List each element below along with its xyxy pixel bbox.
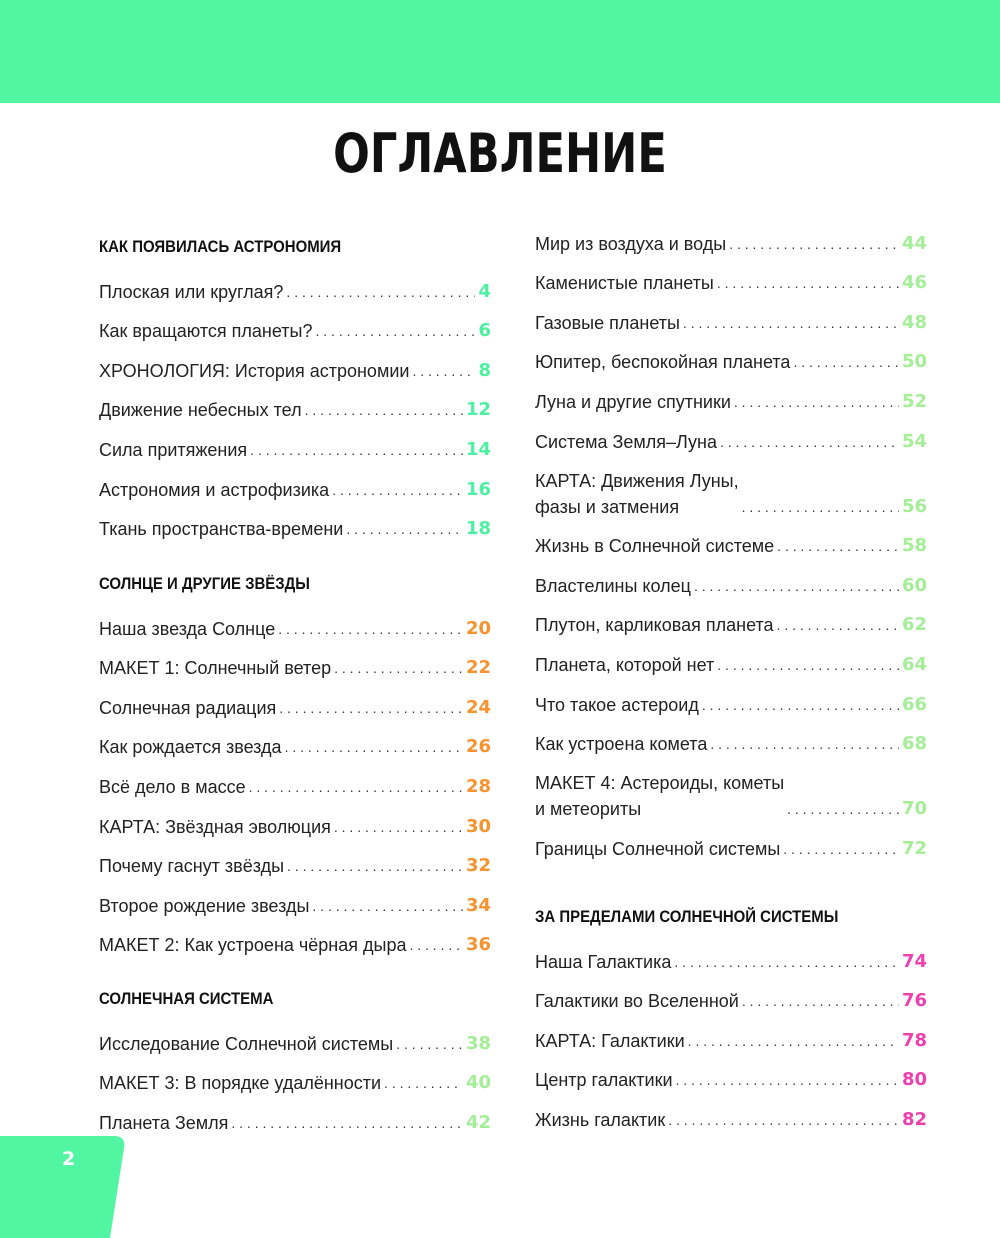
- dot-leader: [793, 349, 899, 382]
- dot-leader: [396, 1031, 463, 1064]
- toc-entry[interactable]: [99, 351, 491, 391]
- toc-entry[interactable]: [99, 312, 491, 352]
- toc-entry[interactable]: [99, 728, 491, 768]
- toc-entry[interactable]: [535, 566, 927, 606]
- entry-title: Движение небесных тел: [99, 400, 302, 421]
- entry-page-number: 34: [465, 894, 491, 916]
- dot-leader: [717, 652, 899, 685]
- toc-entry[interactable]: [99, 1064, 491, 1104]
- entry-title: Как устроена комета: [535, 734, 708, 755]
- entry-title: МАКЕТ 2: Как устроена чёрная дыра: [99, 935, 407, 956]
- page-title: ОГЛАВЛЕНИЕ: [333, 122, 667, 185]
- entry-page-number: 66: [901, 693, 927, 715]
- entry-title: ХРОНОЛОГИЯ: История астрономии: [99, 360, 410, 381]
- toc-section-sun-and-stars: [99, 569, 491, 965]
- top-color-band: [0, 0, 1000, 103]
- entry-page-number: 52: [901, 390, 927, 412]
- toc-entry[interactable]: [99, 649, 491, 689]
- entry-page-number: 78: [901, 1029, 927, 1051]
- entry-title: МАКЕТ 1: Солнечный ветер: [99, 658, 332, 679]
- entry-list: [535, 224, 927, 869]
- toc-entry[interactable]: [99, 767, 491, 807]
- dot-leader: [783, 836, 899, 869]
- dot-leader: [688, 1028, 899, 1061]
- entry-title: Планета, которой нет: [535, 654, 715, 675]
- toc-entry[interactable]: [99, 1103, 491, 1143]
- toc-entry[interactable]: [535, 303, 927, 343]
- dot-leader: [674, 949, 899, 982]
- dot-leader: [305, 397, 463, 430]
- dot-leader: [231, 1110, 463, 1143]
- toc-entry[interactable]: [535, 725, 927, 765]
- entry-page-number: 22: [465, 657, 491, 679]
- dot-leader: [250, 437, 463, 470]
- entry-page-number: 16: [465, 478, 491, 500]
- dot-leader: [279, 695, 463, 728]
- entry-page-number: 18: [465, 518, 491, 540]
- entry-list: [99, 1024, 491, 1143]
- toc-section-astronomy-origins: [99, 232, 491, 549]
- entry-page-number: 54: [901, 430, 927, 452]
- dot-leader: [777, 612, 899, 645]
- dot-leader: [285, 734, 463, 767]
- entry-title: Плоская или круглая?: [99, 281, 284, 302]
- entry-title: Плутон, карликовая планета: [535, 615, 774, 636]
- dot-leader: [346, 516, 463, 549]
- entry-page-number: 14: [465, 438, 491, 460]
- entry-title: КАРТА: Галактики: [535, 1030, 685, 1051]
- toc-entry[interactable]: [535, 942, 927, 982]
- entry-title: Наша Галактика: [535, 951, 672, 972]
- toc-entry[interactable]: [99, 688, 491, 728]
- entry-page-number: 56: [901, 495, 927, 517]
- entry-page-number: 32: [465, 855, 491, 877]
- toc-entry[interactable]: [535, 1061, 927, 1101]
- dot-leader: [312, 893, 463, 926]
- toc-entry[interactable]: [535, 343, 927, 383]
- dot-leader: [742, 988, 899, 1021]
- dot-leader: [717, 270, 899, 303]
- dot-leader: [412, 358, 475, 391]
- dot-leader: [249, 774, 463, 807]
- dot-leader: [729, 231, 899, 264]
- entry-page-number: 38: [465, 1032, 491, 1054]
- entry-title: Астрономия и астрофизика: [99, 479, 330, 500]
- entry-title: Всё дело в массе: [99, 776, 246, 797]
- entry-list: [99, 609, 491, 965]
- entry-page-number: 64: [901, 653, 927, 675]
- toc-entry[interactable]: [535, 1021, 927, 1061]
- toc-entry[interactable]: [99, 391, 491, 431]
- toc-entry[interactable]: [535, 982, 927, 1022]
- dot-leader: [332, 477, 463, 510]
- section-heading: СОЛНЕЧНАЯ СИСТЕМА: [99, 989, 274, 1008]
- entry-title: Жизнь в Солнечной системе: [535, 536, 775, 557]
- entry-page-number: 80: [901, 1069, 927, 1091]
- toc-entry[interactable]: [535, 685, 927, 725]
- toc-entry[interactable]: [99, 807, 491, 847]
- entry-page-number: 28: [465, 775, 491, 797]
- section-heading: ЗА ПРЕДЕЛАМИ СОЛНЕЧНОЙ СИСТЕМЫ: [535, 907, 839, 926]
- dot-leader: [710, 731, 899, 764]
- entry-title: Система Земля–Луна: [535, 431, 717, 452]
- toc-entry[interactable]: [99, 272, 491, 312]
- entry-page-number: 44: [901, 232, 927, 254]
- entry-page-number: 68: [901, 733, 927, 755]
- entry-page-number: 4: [478, 280, 491, 302]
- entry-page-number: 62: [901, 614, 927, 636]
- entry-page-number: 42: [465, 1111, 491, 1133]
- entry-page-number: 36: [465, 934, 491, 956]
- dot-leader: [720, 429, 899, 462]
- dot-leader: [278, 616, 463, 649]
- entry-page-number: 30: [465, 815, 491, 837]
- dot-leader: [384, 1070, 463, 1103]
- entry-title: МАКЕТ 4: Астероиды, кометы и метеориты: [535, 773, 785, 820]
- toc-entry[interactable]: [535, 1100, 927, 1140]
- toc-entry[interactable]: [535, 527, 927, 567]
- entry-page-number: 40: [465, 1072, 491, 1094]
- toc-entry[interactable]: [535, 462, 927, 527]
- entry-title: Что такое астероид: [535, 694, 699, 715]
- entry-title: Границы Солнечной системы: [535, 838, 781, 859]
- entry-page-number: 26: [465, 736, 491, 758]
- entry-title: Галактики во Вселенной: [535, 991, 739, 1012]
- toc-entry[interactable]: [535, 382, 927, 422]
- dot-leader: [334, 655, 463, 688]
- dot-leader: [702, 692, 899, 725]
- entry-title: Луна и другие спутники: [535, 391, 731, 412]
- dot-leader: [777, 533, 899, 566]
- entry-list: [99, 272, 491, 549]
- toc-entry[interactable]: [535, 829, 927, 869]
- entry-title: Солнечная радиация: [99, 697, 277, 718]
- entry-title: КАРТА: Звёздная эволюция: [99, 816, 331, 837]
- toc-entry[interactable]: [99, 609, 491, 649]
- entry-title: КАРТА: Движения Луны, фазы и затмения: [535, 470, 739, 517]
- entry-list: [535, 942, 927, 1140]
- dot-leader: [787, 796, 899, 829]
- entry-page-number: 60: [901, 574, 927, 596]
- toc-entry[interactable]: [99, 886, 491, 926]
- entry-title: Сила притяжения: [99, 439, 248, 460]
- toc-entry[interactable]: [535, 606, 927, 646]
- entry-title: Мир из воздуха и воды: [535, 233, 727, 254]
- toc-entry[interactable]: [99, 926, 491, 966]
- entry-title: Как рождается звезда: [99, 737, 282, 758]
- entry-page-number: 6: [478, 320, 491, 342]
- entry-title: Центр галактики: [535, 1070, 673, 1091]
- toc-entry[interactable]: [535, 224, 927, 264]
- entry-page-number: 74: [901, 950, 927, 972]
- entry-title: Газовые планеты: [535, 312, 680, 333]
- entry-page-number: 48: [901, 311, 927, 333]
- dot-leader: [409, 932, 462, 965]
- page-number: 2: [62, 1148, 76, 1170]
- dot-leader: [694, 573, 899, 606]
- toc-section-solar-system-continued: [535, 224, 927, 869]
- entry-title: Юпитер, беспокойная планета: [535, 352, 791, 373]
- toc-entry[interactable]: [99, 510, 491, 550]
- dot-leader: [287, 853, 463, 886]
- toc-entry[interactable]: [535, 264, 927, 304]
- entry-page-number: 58: [901, 535, 927, 557]
- toc-entry[interactable]: [535, 764, 927, 829]
- entry-title: МАКЕТ 3: В порядке удалённости: [99, 1073, 382, 1094]
- toc-entry[interactable]: [535, 422, 927, 462]
- entry-page-number: 72: [901, 837, 927, 859]
- entry-page-number: 8: [478, 359, 491, 381]
- toc-entry[interactable]: [535, 645, 927, 685]
- entry-title: Почему гаснут звёзды: [99, 856, 285, 877]
- entry-page-number: 82: [901, 1108, 927, 1130]
- dot-leader: [315, 318, 475, 351]
- entry-title: Второе рождение звезды: [99, 895, 310, 916]
- entry-title: Властелины колец: [535, 575, 691, 596]
- entry-title: Как вращаются планеты?: [99, 321, 313, 342]
- entry-title: Каменистые планеты: [535, 273, 714, 294]
- entry-title: Ткань пространства-времени: [99, 519, 344, 540]
- entry-title: Планета Земля: [99, 1112, 229, 1133]
- section-heading: СОЛНЦЕ И ДРУГИЕ ЗВЁЗДЫ: [99, 574, 310, 593]
- entry-page-number: 12: [465, 399, 491, 421]
- dot-leader: [742, 494, 899, 527]
- dot-leader: [683, 310, 899, 343]
- entry-title: Наша звезда Солнце: [99, 618, 276, 639]
- dot-leader: [286, 279, 475, 312]
- entry-page-number: 76: [901, 990, 927, 1012]
- dot-leader: [676, 1067, 899, 1100]
- dot-leader: [334, 814, 463, 847]
- toc-entry[interactable]: [99, 430, 491, 470]
- toc-section-solar-system: [99, 984, 491, 1143]
- entry-title: Жизнь галактик: [535, 1109, 666, 1130]
- entry-page-number: 24: [465, 696, 491, 718]
- entry-page-number: 50: [901, 351, 927, 373]
- section-heading: КАК ПОЯВИЛАСЬ АСТРОНОМИЯ: [99, 237, 342, 256]
- entry-page-number: 46: [901, 272, 927, 294]
- toc-section-beyond-solar-system: [535, 902, 927, 1140]
- toc-entry[interactable]: [99, 1024, 491, 1064]
- dot-leader: [734, 389, 899, 422]
- toc-entry[interactable]: [99, 470, 491, 510]
- dot-leader: [668, 1107, 899, 1140]
- entry-page-number: 70: [901, 798, 927, 820]
- entry-page-number: 20: [465, 617, 491, 639]
- toc-entry[interactable]: [99, 847, 491, 887]
- entry-title: Исследование Солнечной системы: [99, 1033, 394, 1054]
